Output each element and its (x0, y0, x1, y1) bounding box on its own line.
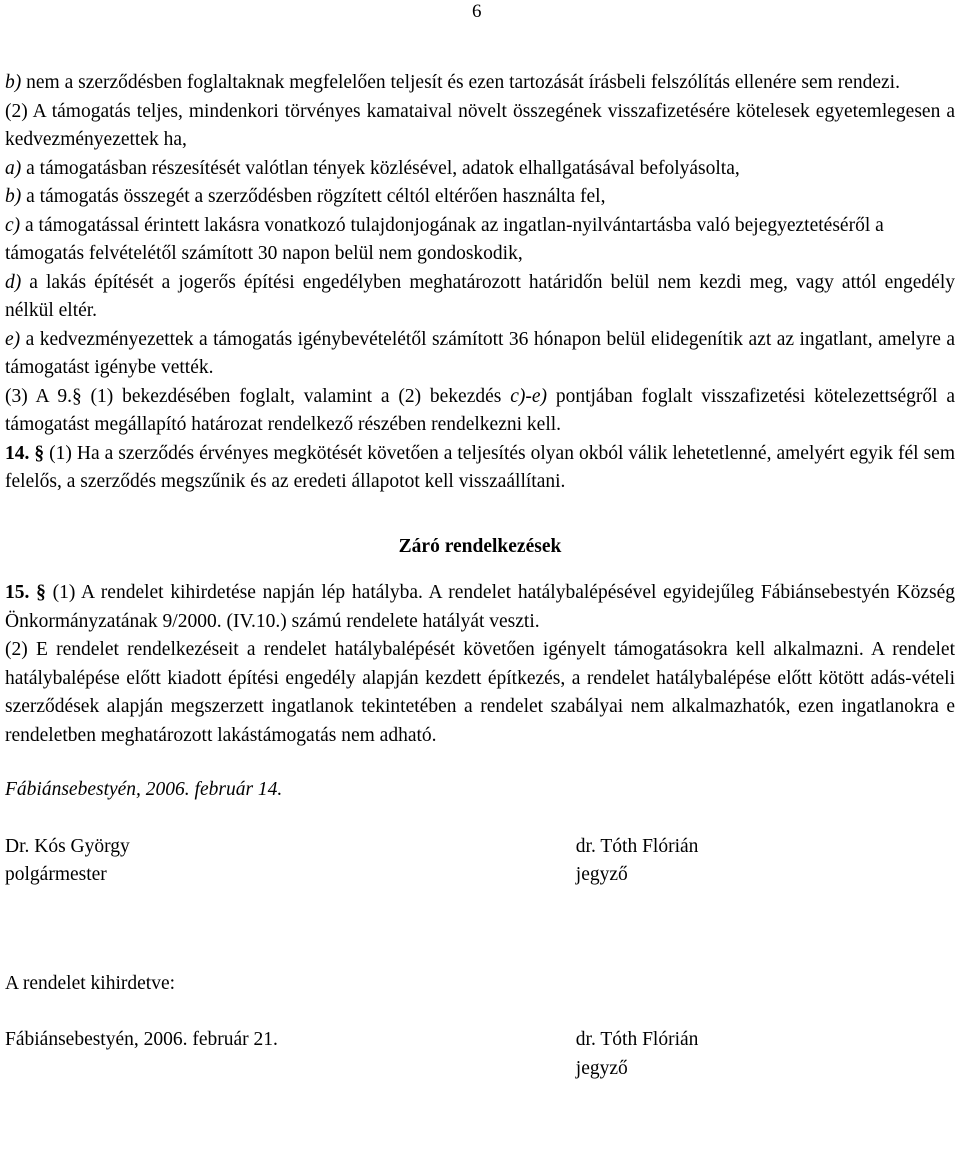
closing-paragraph (5, 579, 955, 636)
body-paragraph (5, 212, 955, 269)
body-paragraph (5, 98, 955, 155)
text-run: a támogatás összegét a szerződésben rögzített céltól eltérően használta fel, (21, 186, 606, 207)
section-heading: Záró rendelkezések (398, 535, 562, 557)
text-run: b) (5, 72, 22, 93)
section-top (5, 69, 955, 497)
text-run: pontjában foglalt visszafizetési kötelezettségről a támogatást megállapító határozat rendelkező részében rendelkezni kell. (5, 385, 955, 435)
text-run: (1) A rendelet kihirdetése napján lép hatályba. A rendelet hatálybalépésével egyidejűleg Fábiánsebestyén Község Önkormányzatának 9/2000. (IV.10.) számú rendelete hatályát veszti. (5, 582, 956, 632)
text-run: b) (5, 186, 22, 207)
notary-title: jegyző (575, 864, 628, 885)
text-run: (2) A támogatás teljes, mindenkori törvényes kamataival növelt összegének visszafizetésére kötelesek egyetemlegesen a kedvezményezettek ha, (5, 100, 955, 150)
document-body (5, 69, 955, 1083)
body-paragraph (5, 440, 955, 497)
mayor-name: Dr. Kós György (5, 835, 130, 857)
text-run: (1) Ha a szerződés érvényes megkötését követően a teljesítés olyan okból válik lehetetlenné, amelyért egyik fél sem felelős, a szerződés megszűnik és az eredeti állapotot kell visszaállítani. (5, 442, 956, 492)
body-paragraph (5, 183, 955, 212)
announcement-place-date: Fábiánsebestyén, 2006. február 21. (5, 1029, 278, 1050)
text-run: § (34, 442, 45, 464)
text-run: e) (5, 328, 21, 350)
closing-paragraph (5, 636, 955, 750)
text-run: (2) E rendelet rendelkezéseit a rendelet hatálybalépését követően igényelt támogatásokra kell alkalmazni. A rendelet hatálybalépése előtt kiadott építési engedély alapján kezdett építkezés, a rendelet hatálybalépése előtt kötött adás-vételi szerződések alapján megszerzett ingatlanok tekintetében a rendelet szabályai nem alkalmazhatók, ezen ingatlanokra e rendeletben meghatározott lakástámogatás nem adható. (5, 639, 955, 746)
notary-name: dr. Tóth Flórián (575, 835, 699, 857)
text-run: nem a szerződésben foglaltaknak megfelelően teljesít és ezen tartozását írásbeli felszólítás ellenére sem rendezi. (21, 72, 900, 93)
announcement-notary-name: dr. Tóth Flórián (575, 1029, 699, 1050)
text-run: 15. (5, 582, 30, 603)
text-run: § (36, 582, 46, 603)
text-run: a lakás építését a jogerős építési engedélyben meghatározott határidőn belül nem kezdi meg, vagy attól engedély nélkül eltér. (5, 271, 955, 321)
section-bottom (5, 579, 955, 750)
text-run: d) (5, 271, 22, 293)
announcement-block (5, 1026, 955, 1083)
place-date: Fábiánsebestyén, 2006. február 14. (5, 779, 283, 800)
signature-left (5, 833, 576, 890)
page-number: 6 (472, 1, 482, 22)
announcement-notary-title: jegyző (575, 1057, 628, 1079)
announcement-right (576, 1026, 955, 1083)
body-paragraph (5, 269, 955, 326)
signature-right (576, 833, 955, 890)
announcement-label: A rendelet kihirdetve: (5, 972, 176, 994)
body-paragraph (5, 69, 955, 98)
mayor-title: polgármester (5, 864, 107, 885)
announcement-left (5, 1026, 576, 1083)
text-run: a) (5, 157, 22, 179)
text-run: a támogatással érintett lakásra vonatkozó tulajdonjogának az ingatlan-nyilvántartásba való bejegyeztetéséről a támogatás felvételétől számított 30 napon belül nem gondoskodik, (5, 214, 884, 264)
text-run: (3) A 9.§ (1) bekezdésében foglalt, valamint a (2) bekezdés (5, 385, 511, 407)
text-run: a támogatásban részesítését valótlan tények közlésével, adatok elhallgatásával befolyásolta, (21, 157, 740, 179)
text-run: a kedvezményezettek a támogatás igénybevételétől számított 36 hónapon belül elidegenítik azt az ingatlant, amelyre a támogatást igénybe vették. (5, 328, 955, 378)
body-paragraph (5, 326, 955, 383)
body-paragraph (5, 155, 955, 184)
body-paragraph (5, 383, 955, 440)
text-run: c)-e) (510, 385, 547, 407)
text-run: 14. (5, 442, 30, 464)
signature-block (5, 833, 955, 890)
text-run: c) (5, 214, 21, 236)
